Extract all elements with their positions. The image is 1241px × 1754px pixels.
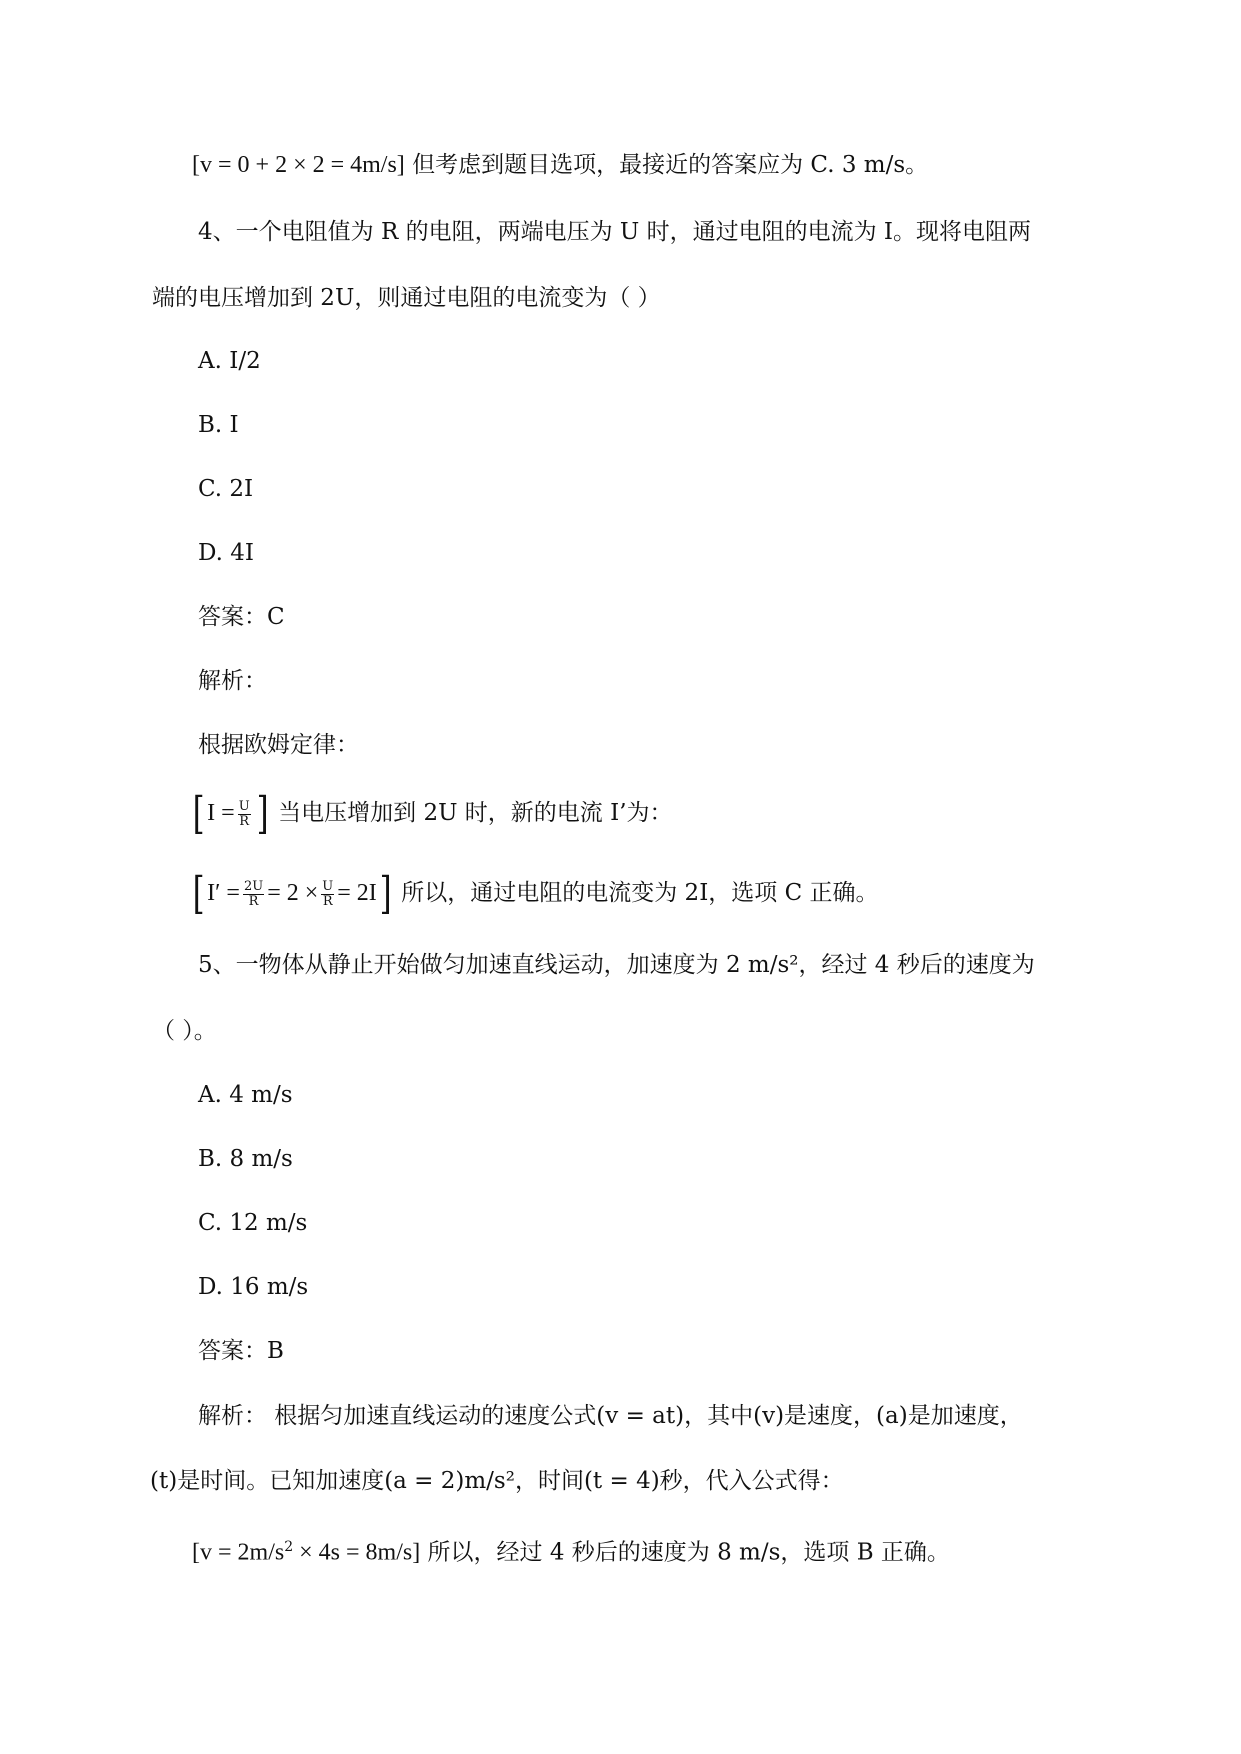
question-5-option-b: B. 8 m/s bbox=[198, 1146, 293, 1172]
velocity-note: 但考虑到题目选项，最接近的答案应为 C. 3 m/s。 bbox=[412, 152, 929, 178]
question-4-analysis-label: 解析： bbox=[198, 668, 267, 694]
question-5-stem-line2: （ ）。 bbox=[152, 1018, 217, 1044]
fraction-numerator: 2U bbox=[243, 878, 264, 894]
fraction-numerator: U bbox=[238, 798, 250, 814]
question-5-analysis-line1: 解析： 根据匀加速直线运动的速度公式(v = at)，其中(v)是速度，(a)是加速度， bbox=[198, 1403, 1023, 1429]
question-5-analysis-line2: (t)是时间。已知加速度(a = 2)m/s²，时间(t = 4)秒，代入公式得： bbox=[150, 1468, 844, 1494]
question-4-option-b: B. I bbox=[198, 412, 239, 438]
question-4-ohm-law: 根据欧姆定律： bbox=[198, 732, 359, 758]
right-bracket: ] bbox=[379, 868, 392, 919]
eq2-text: 所以，通过电阻的电流变为 2I，选项 C 正确。 bbox=[401, 880, 879, 906]
eq2-mid: = 2 × bbox=[267, 880, 319, 906]
fraction-denominator: R bbox=[239, 813, 250, 829]
question-4-option-d: D. 4I bbox=[198, 540, 254, 566]
final-velocity-eq-exponent: 2 bbox=[284, 1539, 294, 1555]
eq2-lhs: I′ = bbox=[207, 880, 240, 906]
left-bracket: [ bbox=[192, 868, 205, 919]
question-5-stem-line1: 5、一物体从静止开始做匀加速直线运动，加速度为 2 m/s²，经过 4 秒后的速度为 bbox=[198, 952, 1035, 978]
left-bracket: [ bbox=[192, 788, 205, 839]
fraction-2u-over-r bbox=[243, 880, 264, 909]
question-5-answer: 答案：B bbox=[198, 1338, 284, 1364]
final-velocity-text: 所以，经过 4 秒后的速度为 8 m/s，选项 B 正确。 bbox=[427, 1539, 950, 1566]
question-4-stem-line1: 4、一个电阻值为 R 的电阻，两端电压为 U 时，通过电阻的电流为 I。现将电阻两 bbox=[198, 219, 1031, 245]
question-4-option-a: A. I/2 bbox=[198, 348, 261, 374]
question-5-option-d: D. 16 m/s bbox=[198, 1274, 309, 1300]
fraction-denominator: R bbox=[322, 893, 333, 909]
final-velocity-eq-a: [v = 2m/s bbox=[192, 1539, 285, 1566]
new-current-equation-line bbox=[190, 868, 879, 919]
right-bracket: ] bbox=[256, 788, 269, 839]
question-4-answer: 答案：C bbox=[198, 604, 285, 630]
equation-line-velocity bbox=[192, 150, 928, 180]
fraction-u-over-r bbox=[321, 880, 334, 909]
fraction-u-over-r bbox=[238, 800, 251, 829]
final-velocity-line bbox=[192, 1532, 950, 1568]
eq1-lhs: I = bbox=[207, 800, 235, 826]
question-5-option-c: C. 12 m/s bbox=[198, 1210, 308, 1236]
velocity-equation: [v = 0 + 2 × 2 = 4m/s] bbox=[192, 152, 405, 178]
question-5-option-a: A. 4 m/s bbox=[198, 1082, 293, 1108]
eq1-text: 当电压增加到 2U 时，新的电流 I’为： bbox=[278, 800, 673, 826]
ohm-equation-line bbox=[190, 788, 673, 839]
fraction-numerator: U bbox=[322, 878, 334, 894]
question-4-stem-line2: 端的电压增加到 2U，则通过电阻的电流变为（ ） bbox=[152, 285, 661, 311]
question-4-option-c: C. 2I bbox=[198, 476, 254, 502]
fraction-denominator: R bbox=[248, 893, 259, 909]
final-velocity-eq-b: × 4s = 8m/s] bbox=[293, 1539, 421, 1566]
eq2-rhs: = 2I bbox=[337, 880, 377, 906]
